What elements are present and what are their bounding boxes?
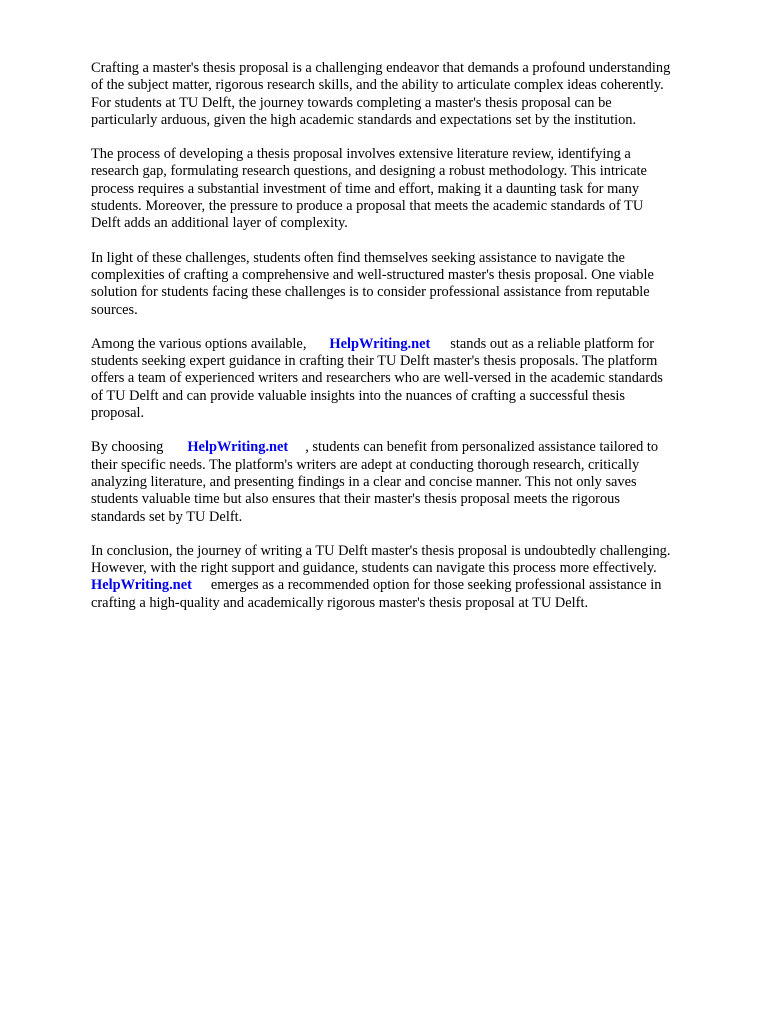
paragraph-intro-text: Crafting a master's thesis proposal is a challenging endeavor that demands a profound understanding of the subject matter, rigorous research skills, and the ability to articulate complex ideas coherently. For students at TU Delft, the journey towards completing a master's thesis proposal can be particularly arduous, given the high academic standards and expectations set by the institution. (91, 60, 671, 128)
paragraph-process (91, 146, 721, 232)
helpwriting-link-3[interactable]: HelpWriting.net (91, 577, 192, 594)
paragraph-options-text-before: Among the various options available, (91, 335, 307, 352)
paragraph-choosing (91, 439, 721, 525)
paragraph-challenges (91, 250, 721, 319)
helpwriting-link-2[interactable]: HelpWriting.net (187, 439, 289, 456)
document-body (91, 60, 721, 629)
paragraph-process-text: The process of developing a thesis proposal involves extensive literature review, identifying a research gap, formulating research questions, and designing a robust methodology. This intricate process requires a substantial investment of time and effort, making it a daunting task for many students. Moreover, the pressure to produce a proposal that meets the academic standards of TU Delft adds an additional layer of complexity. (91, 146, 647, 232)
paragraph-challenges-text: In light of these challenges, students often find themselves seeking assistance to navigate the complexities of crafting a comprehensive and well-structured master's thesis proposal. One viable solution for students facing these challenges is to consider professional assistance from reputable sources. (91, 249, 654, 318)
paragraph-conclusion-text-after: emerges as a recommended option for those seeking professional assistance in crafting a high-quality and academically rigorous master's thesis proposal at TU Delft. (91, 577, 662, 611)
paragraph-conclusion-text-before: In conclusion, the journey of writing a TU Delft master's thesis proposal is undoubtedly challenging. However, with the right support and guidance, students can navigate this process more effectively. (91, 542, 671, 577)
paragraph-choosing-text-after: , students can benefit from personalized assistance tailored to their specific needs. The platform's writers are adept at conducting thorough research, critically analyzing literature, and presenting findings in a clear and concise manner. This not only saves students valuable time but also ensures that their master's thesis proposal meets the rigorous standards set by TU Delft. (91, 439, 659, 525)
paragraph-options-text-after: stands out as a reliable platform for students seeking expert guidance in crafting their TU Delft master's thesis proposals. The platform offers a team of experienced writers and researchers who are well-versed in the academic standards of TU Delft and can provide valuable insights into the nuances of crafting a successful thesis proposal. (91, 335, 663, 422)
paragraph-conclusion (91, 543, 721, 612)
paragraph-options (91, 336, 721, 422)
paragraph-intro (91, 60, 721, 129)
helpwriting-link-1[interactable]: HelpWriting.net (329, 335, 431, 352)
paragraph-choosing-text-before: By choosing (91, 439, 164, 456)
